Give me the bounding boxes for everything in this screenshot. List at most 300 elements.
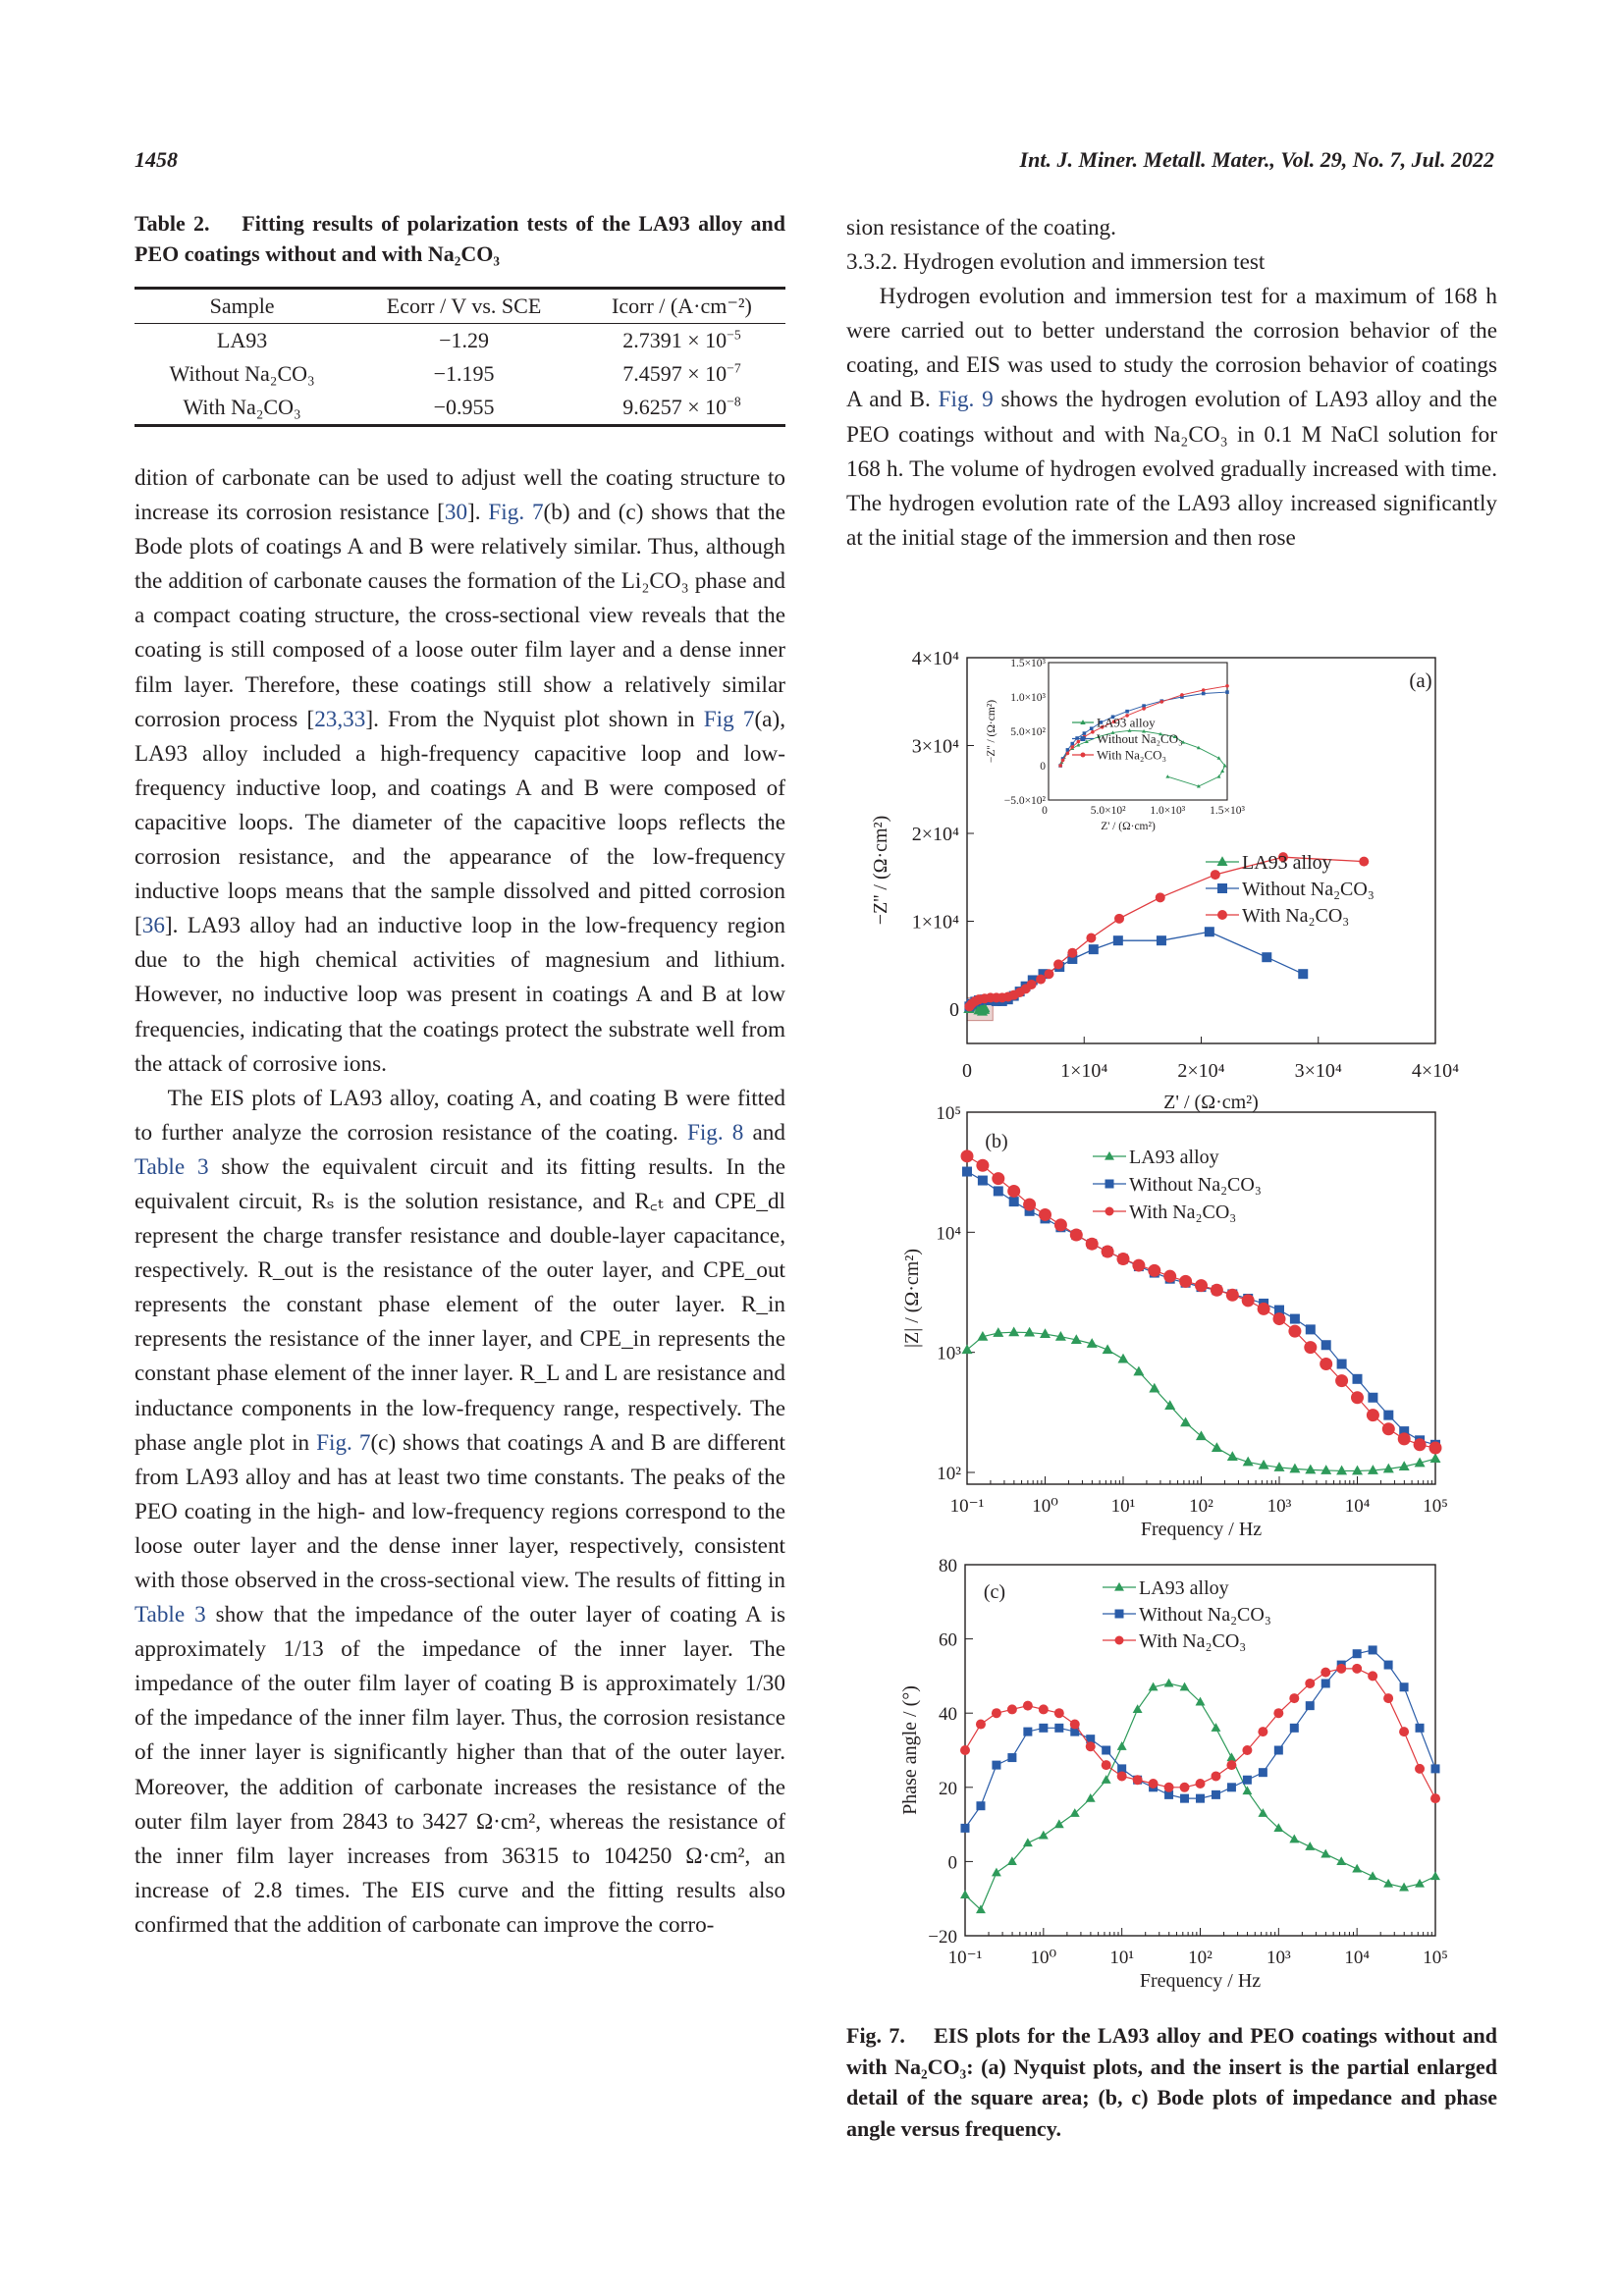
y-axis-label: Phase angle / (°) xyxy=(899,1685,921,1815)
data-point-with-na-co xyxy=(1039,1208,1051,1221)
x-tick-label: 10¹ xyxy=(1110,1496,1136,1517)
y-axis-label: −Z'' / (Ω·cm²) xyxy=(870,815,891,926)
x-tick-label: 10⁵ xyxy=(1423,1948,1448,1968)
legend-entry: With Na₂CO₃ xyxy=(1139,1630,1247,1652)
y-tick-label: 60 xyxy=(939,1629,957,1651)
legend-entry: LA93 alloy xyxy=(1129,1147,1219,1168)
inset-y-axis-label: −Z'' / (Ω·cm²) xyxy=(986,699,997,764)
x-tick-label: 10⁴ xyxy=(1344,1496,1371,1517)
legend-entry: LA93 alloy xyxy=(1097,715,1156,730)
text-run: show that the impedance of the outer layer of coating A is approximately 1/13 of the impedance of the inner layer. The impedance of the outer film layer of coating B is approximately 1/30 of the impedance of the inner film layer. Thus, the corrosion resistance of the inner layer is significantly higher than that of the outer layer. Moreover, the addition of carbonate increases the resistance of the outer film layer from 2843 to 3427 Ω·cm², whereas the resistance of the inner film layer increases from 36315 to 104250 Ω·cm², an increase of 2.8 times. The EIS curve and the fitting results also confirmed that the addition of carbonate can improve the corro- xyxy=(135,1602,786,1938)
x-tick-label: 10⁻¹ xyxy=(949,1496,985,1517)
data-point-la93-alloy xyxy=(1023,1838,1033,1846)
data-point-with-na-co xyxy=(1273,1312,1286,1325)
data-point-la93-alloy xyxy=(1242,1786,1252,1794)
data-point-la93-alloy xyxy=(1039,1831,1049,1840)
legend-entry: Without Na₂CO₃ xyxy=(1139,1604,1271,1626)
data-point-with-na-co xyxy=(1359,857,1369,867)
y-tick-label: 2×10⁴ xyxy=(911,824,959,845)
inset-x-tick-label: 1.0×10³ xyxy=(1150,805,1186,817)
y-tick-label: 4×10⁴ xyxy=(911,648,959,669)
data-point-la93-alloy xyxy=(960,1890,970,1898)
y-tick-label: 10⁴ xyxy=(936,1223,961,1245)
inset-y-tick-label: −5.0×10² xyxy=(1003,795,1046,807)
data-point-without-na-co xyxy=(1202,692,1206,696)
panel-label: (c) xyxy=(983,1581,1006,1603)
x-tick-label: 3×10⁴ xyxy=(1294,1060,1342,1082)
data-point-la93-alloy xyxy=(1352,1466,1363,1475)
data-point-with-na-co xyxy=(1320,1358,1332,1370)
data-point-with-na-co xyxy=(1336,1664,1346,1674)
data-point-with-na-co xyxy=(1132,1259,1145,1272)
legend-entry: LA93 alloy xyxy=(1139,1577,1229,1599)
data-point-la93-alloy xyxy=(993,1327,1003,1337)
data-point-with-na-co xyxy=(1179,1275,1192,1288)
data-point-without-na-co xyxy=(994,1186,1003,1196)
data-point-without-na-co xyxy=(962,1167,972,1177)
data-point-with-na-co xyxy=(1149,1779,1159,1789)
data-point-with-na-co xyxy=(1086,1238,1099,1251)
x-axis-label: Z' / (Ω·cm²) xyxy=(1163,1092,1259,1113)
inset-x-axis-label: Z' / (Ω·cm²) xyxy=(1101,821,1156,832)
ref-link-36[interactable]: 36 xyxy=(141,913,165,939)
y-tick-label: 40 xyxy=(939,1704,957,1726)
y-tick-label: 20 xyxy=(939,1778,957,1799)
data-point-with-na-co xyxy=(1070,1720,1080,1730)
data-point-la93-alloy xyxy=(1227,1451,1238,1461)
data-point-with-na-co xyxy=(1382,1422,1395,1435)
data-point-without-na-co xyxy=(1353,1649,1362,1658)
data-point-with-na-co xyxy=(976,1159,989,1172)
data-point-la93-alloy xyxy=(1212,1442,1222,1452)
panel-a-nyquist xyxy=(870,648,1459,1113)
data-point-la93-alloy xyxy=(1336,1466,1347,1475)
data-point-with-na-co xyxy=(960,1745,970,1755)
x-tick-label: 10⁵ xyxy=(1423,1496,1448,1517)
panel-b-bode-impedance xyxy=(901,1103,1448,1540)
text-run: ]. From the Nyquist plot shown in xyxy=(365,706,704,732)
panel-c-bode-phase xyxy=(899,1556,1448,1992)
icorr-mantissa: 9.6257 × 10 xyxy=(622,395,728,419)
data-point-la93-alloy xyxy=(1117,1741,1127,1750)
data-point-with-na-co xyxy=(1086,1741,1096,1751)
data-point-with-na-co xyxy=(1117,1771,1127,1781)
data-point-with-na-co xyxy=(1036,975,1046,985)
data-point-with-na-co xyxy=(1102,1760,1111,1770)
data-point-with-na-co xyxy=(1225,684,1229,688)
legend-marker-la93-alloy xyxy=(1105,1151,1114,1160)
data-point-without-na-co xyxy=(1290,1314,1300,1324)
table2-col-ecorr: Ecorr / V vs. SCE xyxy=(386,294,542,318)
data-point-with-na-co xyxy=(1117,1253,1130,1265)
table2-caption xyxy=(135,208,785,269)
data-point-without-na-co xyxy=(1039,1724,1048,1733)
data-point-with-na-co xyxy=(1383,1693,1393,1703)
legend-marker-la93-alloy xyxy=(1114,1582,1124,1591)
data-point-without-na-co xyxy=(1400,1682,1409,1691)
data-point-without-na-co xyxy=(1321,1340,1331,1350)
legend-marker-without-na-co xyxy=(1115,1610,1124,1619)
data-point-with-na-co xyxy=(1211,1284,1223,1297)
data-point-with-na-co xyxy=(1054,1218,1067,1231)
text-run: shows the hydrogen evolution of LA93 alloy and the PEO coatings without and with Na₂CO₃ in 0.1 M NaCl solution for 168 h. The volume of hydrogen evolved gradually increased with time. The hydrogen evolution rate of the LA93 alloy increased significantly at the initial stage of the immersion and then rose xyxy=(846,387,1497,551)
figure7-caption xyxy=(846,2020,1497,2144)
data-point-la93-alloy xyxy=(1305,1465,1316,1474)
data-point-without-na-co xyxy=(1298,969,1308,979)
data-point-without-na-co xyxy=(1125,710,1129,714)
data-point-la93-alloy xyxy=(1118,1354,1129,1363)
legend-marker-with-na-co xyxy=(1105,1207,1114,1216)
data-point-with-na-co xyxy=(1039,1704,1049,1714)
data-point-la93-alloy xyxy=(1383,1879,1393,1888)
data-point-with-na-co xyxy=(1007,1185,1020,1198)
cell-sample: With Na₂CO₃ xyxy=(183,395,301,419)
data-point-with-na-co xyxy=(1156,892,1165,902)
data-point-with-na-co xyxy=(1070,1229,1083,1242)
legend-entry: Without Na₂CO₃ xyxy=(1097,731,1183,747)
x-axis-label: Frequency / Hz xyxy=(1140,1519,1263,1540)
data-point-with-na-co xyxy=(1023,1701,1033,1711)
data-point-without-na-co xyxy=(1196,1794,1205,1803)
data-point-with-na-co xyxy=(1242,1745,1252,1755)
y-tick-label: −20 xyxy=(928,1927,957,1948)
data-point-la93-alloy xyxy=(1336,1856,1346,1865)
data-point-with-na-co xyxy=(1114,914,1124,924)
text-run: (a), LA93 alloy included a high-frequency capacitive loop and low-frequency inductive loop, and coatings A and B were composed of capacitive loops. The diameter of the capacitive loops reflects the corrosion resistance, and the appearance of the low-frequency inductive loops means that the sample dissolved and pitted corrosion [ xyxy=(135,706,785,939)
data-point-without-na-co xyxy=(978,1176,988,1186)
x-tick-label: 10⁴ xyxy=(1344,1948,1370,1968)
legend-marker-with-na-co xyxy=(1217,910,1227,920)
data-point-with-na-co xyxy=(1321,1668,1330,1678)
icorr-exponent: −8 xyxy=(727,394,741,409)
legend-marker-without-na-co xyxy=(1105,1180,1114,1189)
journal-running-head: Int. J. Miner. Metall. Mater., Vol. 29, No. 7, Jul. 2022 xyxy=(1019,147,1494,172)
data-point-la93-alloy xyxy=(1133,1366,1144,1376)
text-run: (b) and (c) shows that the Bode plots of coatings A and B were relatively similar. Thus, although the addition of carbonate causes the formation of the Li₂CO₃ phase and a compact coating structure, the cross-sectional view reveals that the coating is still composed of a loose outer film layer and a dense inner film layer. Therefore, these coatings still show a relatively similar corrosion process [ xyxy=(135,500,785,732)
data-point-la93-alloy xyxy=(1430,1453,1441,1463)
table2-col-icorr: Icorr / (A·cm⁻²) xyxy=(612,294,752,318)
data-point-without-na-co xyxy=(1113,935,1123,945)
data-point-la93-alloy xyxy=(1024,1327,1035,1337)
data-point-with-na-co xyxy=(1352,1664,1362,1674)
data-point-with-na-co xyxy=(1335,1374,1348,1387)
legend-entry: With Na₂CO₃ xyxy=(1097,747,1167,763)
icorr-exponent: −5 xyxy=(727,327,741,343)
text-run: and xyxy=(743,1119,785,1146)
x-tick-label: 10³ xyxy=(1266,1948,1291,1968)
data-point-la93-alloy xyxy=(1321,1849,1330,1858)
fig7-link[interactable]: Fig. 7 xyxy=(488,500,544,526)
data-point-without-na-co xyxy=(1083,731,1087,735)
data-point-with-na-co xyxy=(1007,1704,1017,1714)
data-point-with-na-co xyxy=(1414,1438,1427,1451)
data-point-la93-alloy xyxy=(1212,1723,1221,1732)
data-point-with-na-co xyxy=(1258,1303,1270,1315)
data-point-with-na-co xyxy=(1180,693,1184,697)
data-point-with-na-co xyxy=(1159,700,1163,704)
x-tick-label: 10⁻¹ xyxy=(947,1948,983,1968)
y-tick-label: 1×10⁴ xyxy=(911,911,959,934)
section-heading: 3.3.2. Hydrogen evolution and immersion test xyxy=(846,249,1266,276)
text-run: Hydrogen evolution and immersion test for a maximum of 168 h were carried out to better understand the corrosion behavior of the coating, and EIS was used to study the corrosion behavior of coatings A and B. xyxy=(846,284,1497,413)
data-point-la93-alloy xyxy=(992,1868,1001,1877)
data-point-with-na-co xyxy=(992,1708,1001,1718)
data-point-without-na-co xyxy=(1353,1374,1363,1384)
data-point-with-na-co xyxy=(1305,1679,1315,1688)
data-point-with-na-co xyxy=(1289,1693,1299,1703)
data-point-with-na-co xyxy=(1061,759,1065,763)
data-point-with-na-co xyxy=(1226,1760,1236,1770)
legend-entry: With Na₂CO₃ xyxy=(1242,905,1350,927)
data-point-without-na-co xyxy=(1431,1764,1440,1773)
data-point-with-na-co xyxy=(1226,1289,1239,1302)
series-line-with-na-co xyxy=(967,1156,1435,1448)
table-row xyxy=(135,357,785,391)
data-point-with-na-co xyxy=(1044,969,1053,979)
text-run: The EIS plots of LA93 alloy, coating A, and coating B were fitted to further analyze the corrosion resistance of the coating. xyxy=(135,1085,785,1146)
data-point-without-na-co xyxy=(961,1824,970,1833)
data-point-with-na-co xyxy=(1211,870,1220,880)
data-point-with-na-co xyxy=(1163,1270,1176,1283)
data-point-with-na-co xyxy=(1077,740,1081,744)
legend-entry: Without Na₂CO₃ xyxy=(1129,1174,1262,1196)
y-tick-label: 0 xyxy=(947,1852,957,1874)
fig7-link[interactable]: Fig. 7 xyxy=(316,1429,371,1456)
text-run: ]. xyxy=(467,500,489,526)
x-tick-label: 10⁰ xyxy=(1032,1496,1058,1517)
legend-entry: With Na₂CO₃ xyxy=(1129,1201,1237,1223)
data-point-la93-alloy xyxy=(1415,1879,1425,1888)
table-row xyxy=(135,391,785,426)
data-point-with-na-co xyxy=(1430,1793,1440,1803)
text-run: dition of carbonate can be used to adjust well the coating structure to increase its corrosion resistance [ xyxy=(135,465,785,526)
x-axis-label: Frequency / Hz xyxy=(1139,1970,1262,1992)
data-point-with-na-co xyxy=(1273,1708,1283,1718)
table2 xyxy=(135,287,785,427)
table2-header-row xyxy=(135,289,785,324)
paragraph: sion resistance of the coating. xyxy=(846,215,1116,240)
figure7-caption-text: EIS plots for the LA93 alloy and PEO coatings without and with Na₂CO₃: (a) Nyquist plots, and the insert is the partial enlarged detail of the square area; (b, c) Bode plots of impedance and phase angle versus frequency. xyxy=(846,2023,1497,2141)
data-point-without-na-co xyxy=(1205,927,1214,936)
data-point-with-na-co xyxy=(1288,1325,1301,1338)
data-point-with-na-co xyxy=(1023,1199,1036,1211)
table2-caption-text: Fitting results of polarization tests of the LA93 alloy and PEO coatings without and with Na₂CO₃ xyxy=(135,211,785,266)
data-point-without-na-co xyxy=(1157,935,1166,945)
y-tick-label: 80 xyxy=(939,1556,957,1576)
data-point-la93-alloy xyxy=(1430,1871,1440,1880)
y-tick-label: 10⁵ xyxy=(936,1103,961,1124)
data-point-without-na-co xyxy=(1306,1701,1315,1710)
data-point-la93-alloy xyxy=(1226,1752,1236,1761)
x-tick-label: 0 xyxy=(962,1060,972,1082)
inset-y-tick-label: 1.5×10³ xyxy=(1010,658,1046,669)
x-tick-label: 10² xyxy=(1188,1948,1213,1968)
inset-y-tick-label: 5.0×10² xyxy=(1010,726,1046,738)
data-point-with-na-co xyxy=(1195,1279,1208,1292)
cell-sample: Without Na₂CO₃ xyxy=(169,361,315,386)
data-point-without-na-co xyxy=(1070,742,1074,746)
cell-icorr xyxy=(578,324,785,358)
data-point-without-na-co xyxy=(1369,1645,1377,1654)
icorr-mantissa: 7.4597 × 10 xyxy=(622,361,728,386)
legend-entry: LA93 alloy xyxy=(1242,852,1332,874)
data-point-with-na-co xyxy=(1242,1294,1255,1307)
panel-label: (a) xyxy=(1409,668,1432,692)
data-point-with-na-co xyxy=(1102,1246,1114,1258)
data-point-la93-alloy xyxy=(962,1344,973,1354)
data-point-without-na-co xyxy=(976,1801,985,1810)
data-point-with-na-co xyxy=(1086,934,1096,943)
data-point-without-na-co xyxy=(1102,1746,1110,1755)
table-row xyxy=(135,324,785,358)
table2-caption-label: Table 2. xyxy=(135,211,210,236)
data-point-with-na-co xyxy=(1058,764,1062,768)
data-point-without-na-co xyxy=(1180,1794,1189,1803)
x-tick-label: 10² xyxy=(1189,1496,1213,1517)
data-point-with-na-co xyxy=(1258,1727,1267,1736)
data-point-without-na-co xyxy=(1090,726,1094,730)
data-point-with-na-co xyxy=(1070,745,1074,749)
series-line-la93-alloy xyxy=(967,1332,1435,1470)
data-point-without-na-co xyxy=(1259,1768,1267,1777)
data-point-la93-alloy xyxy=(1164,1679,1174,1687)
data-point-la93-alloy xyxy=(1352,1864,1362,1873)
x-tick-label: 10¹ xyxy=(1109,1948,1135,1968)
data-point-with-na-co xyxy=(1429,1442,1442,1455)
legend-marker-la93-alloy xyxy=(1217,856,1228,866)
ref-link-30[interactable]: 30 xyxy=(444,500,468,526)
cell-icorr xyxy=(578,391,785,426)
data-point-la93-alloy xyxy=(1368,1871,1377,1880)
x-tick-label: 10⁰ xyxy=(1030,1948,1057,1968)
ref-link-23-33[interactable]: 23,33 xyxy=(314,706,366,732)
data-point-la93-alloy xyxy=(1258,1808,1267,1817)
icorr-exponent: −7 xyxy=(727,360,741,376)
paragraph xyxy=(135,1082,785,1943)
data-point-with-na-co xyxy=(1398,1432,1411,1445)
data-point-with-na-co xyxy=(1351,1391,1364,1404)
data-point-with-na-co xyxy=(961,1149,974,1162)
paragraph xyxy=(846,280,1497,556)
data-point-without-na-co xyxy=(1227,1783,1236,1791)
inset-x-tick-label: 0 xyxy=(1042,805,1048,817)
data-point-without-na-co xyxy=(992,1761,1000,1770)
data-point-with-na-co xyxy=(1142,707,1146,711)
data-point-with-na-co xyxy=(976,1720,986,1730)
data-point-without-na-co xyxy=(1384,1661,1393,1670)
data-point-la93-alloy xyxy=(1133,1704,1143,1713)
data-point-la93-alloy xyxy=(1305,1842,1315,1850)
data-point-with-na-co xyxy=(1196,1779,1206,1789)
data-point-without-na-co xyxy=(1009,1197,1019,1206)
fig8-link[interactable]: Fig. 8 xyxy=(686,1119,744,1146)
text-run: (c) shows that coatings A and B are different from LA93 alloy and has at least two time constants. The peaks of the PEO coating in the high- and low-frequency regions correspond to the loose outer layer and the dense inner layer, respectively, consistent with those observed in the cross-sectional view. The results of fitting in xyxy=(135,1429,785,1593)
data-point-with-na-co xyxy=(1180,1783,1190,1792)
data-point-la93-alloy xyxy=(1008,1326,1019,1336)
table3-link[interactable]: Table 3 xyxy=(135,1602,206,1629)
data-point-la93-alloy xyxy=(1289,1835,1299,1843)
data-point-with-na-co xyxy=(1053,959,1063,969)
figure7-caption-label: Fig. 7. xyxy=(846,2023,905,2048)
data-point-with-na-co xyxy=(1164,1783,1174,1792)
data-point-without-na-co xyxy=(1368,1393,1377,1403)
icorr-mantissa: 2.7391 × 10 xyxy=(622,328,728,352)
legend-marker-with-na-co xyxy=(1081,753,1086,758)
data-point-la93-alloy xyxy=(1054,1819,1064,1828)
legend-marker-without-na-co xyxy=(1081,736,1086,741)
data-point-with-na-co xyxy=(1367,1409,1379,1421)
data-point-without-na-co xyxy=(1290,1724,1299,1733)
data-point-with-na-co xyxy=(1415,1764,1425,1774)
text-run: show the equivalent circuit and its fitting results. In the equivalent circuit, Rₛ is the solution resistance, and R꜀ₜ and CPE_dl represent the charge transfer resistance and double-layer capacitance, respectively. R_out is the resistance of the outer layer, and CPE_out represents the constant phase element of the outer layer. R_in represents the resistance of the inner layer, and CPE_in represents the constant phase element of the inner layer. R_L and L are resistance and inductance components in the low-frequency range, respectively. The phase angle plot in xyxy=(135,1153,785,1456)
page-number: 1458 xyxy=(135,147,178,172)
data-point-la93-alloy xyxy=(1196,1430,1207,1440)
fig9-link[interactable]: Fig. 9 xyxy=(938,387,994,413)
data-point-without-na-co xyxy=(1225,690,1229,694)
data-point-with-na-co xyxy=(992,1172,1004,1185)
text-run: ]. LA93 alloy had an inductive loop in the low-frequency region due to the high chemical activities of magnesium and lithium. However, no inductive loop was present in coatings A and B at low frequencies, indicating that the coatings protect the substrate well from the attack of corrosive ions. xyxy=(135,913,785,1077)
data-point-without-na-co xyxy=(1007,1753,1016,1762)
x-tick-label: 4×10⁴ xyxy=(1411,1060,1460,1082)
inset-x-tick-label: 1.5×10³ xyxy=(1210,805,1245,817)
cell-ecorr: −1.195 xyxy=(433,361,495,386)
legend-marker-with-na-co xyxy=(1115,1636,1124,1645)
y-tick-label: 10³ xyxy=(937,1343,961,1364)
left-column xyxy=(135,461,785,1943)
inset-y-tick-label: 0 xyxy=(1040,761,1046,773)
cell-sample: LA93 xyxy=(216,328,268,352)
table3-link[interactable]: Table 3 xyxy=(135,1153,209,1180)
data-point-without-na-co xyxy=(1321,1679,1330,1687)
cell-ecorr: −1.29 xyxy=(439,328,489,352)
data-point-with-na-co xyxy=(1368,1671,1377,1681)
table2-col-sample: Sample xyxy=(209,294,275,318)
data-point-without-na-co xyxy=(1023,1728,1032,1736)
x-tick-label: 1×10⁴ xyxy=(1060,1060,1108,1082)
y-tick-label: 3×10⁴ xyxy=(911,735,959,758)
data-point-with-na-co xyxy=(1211,1771,1220,1781)
legend-entry: Without Na₂CO₃ xyxy=(1242,879,1374,900)
legend-marker-without-na-co xyxy=(1217,883,1227,893)
fig7-link[interactable]: Fig 7 xyxy=(703,706,755,732)
data-point-without-na-co xyxy=(1416,1724,1425,1733)
inset-plot xyxy=(986,658,1245,832)
data-point-without-na-co xyxy=(1337,1360,1347,1369)
data-point-with-na-co xyxy=(1027,980,1037,989)
figure-7 xyxy=(844,628,1512,2012)
data-point-with-na-co xyxy=(1067,948,1077,958)
y-tick-label: 0 xyxy=(949,999,959,1021)
right-column xyxy=(846,211,1497,556)
x-tick-label: 2×10⁴ xyxy=(1177,1060,1225,1082)
data-point-without-na-co xyxy=(1089,944,1099,954)
data-point-without-na-co xyxy=(1054,1724,1063,1733)
data-point-la93-alloy xyxy=(1102,1775,1111,1784)
data-point-la93-alloy xyxy=(1321,1465,1331,1474)
data-point-with-na-co xyxy=(1202,688,1206,692)
data-point-with-na-co xyxy=(1091,730,1095,734)
data-point-with-na-co xyxy=(1304,1341,1317,1354)
inset-x-tick-label: 5.0×10² xyxy=(1090,805,1126,817)
cell-ecorr: −0.955 xyxy=(433,395,495,419)
data-point-without-na-co xyxy=(1262,952,1271,962)
data-point-without-na-co xyxy=(1274,1746,1283,1755)
data-point-with-na-co xyxy=(1066,752,1070,756)
data-point-with-na-co xyxy=(1148,1264,1160,1277)
data-point-without-na-co xyxy=(1306,1324,1316,1334)
panel-label: (b) xyxy=(985,1131,1008,1152)
x-tick-label: 10³ xyxy=(1267,1496,1292,1517)
